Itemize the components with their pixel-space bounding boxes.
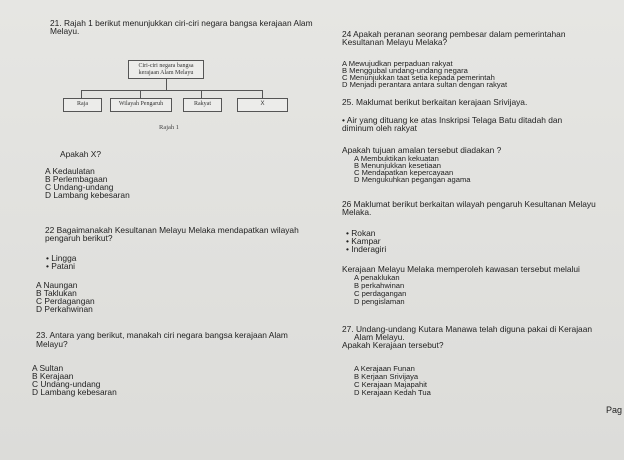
q22-stem-line2: pengaruh berikut? [45, 233, 113, 243]
q22-stem-line1: 22 Bagaimanakah Kesultanan Melayu Melaka mendapatkan wilayah [45, 225, 299, 235]
q23-stem-line2: Melayu? [36, 339, 68, 349]
q24-option-a[interactable]: A Mewujudkan perpaduan rakyat [342, 59, 453, 68]
q27-option-a[interactable]: A Kerajaan Funan [354, 364, 415, 373]
q21-option-b[interactable]: B Perlembagaan [45, 174, 108, 184]
q27-option-d[interactable]: D Kerajaan Kedah Tua [354, 388, 431, 397]
q27-stem-line2: Alam Melayu. [354, 332, 405, 342]
diagram-box-rakyat: Rakyat [183, 98, 222, 112]
q23-option-d[interactable]: D Lambang kebesaran [32, 387, 117, 397]
q26-bullet-3: • Inderagiri [346, 244, 387, 254]
q26-stem-line1: 26 Maklumat berikut berkaitan wilayah pengaruh Kesultanan Melayu [342, 199, 596, 209]
q23-option-a[interactable]: A Sultan [32, 363, 64, 373]
q24-option-b[interactable]: B Menggubal undang-undang negara [342, 66, 468, 75]
q24-stem-line2: Kesultanan Melayu Melaka? [342, 37, 448, 47]
q25-stem: 25. Maklumat berikut berkaitan kerajaan Srivijaya. [342, 97, 528, 107]
q25-option-d[interactable]: D Mengukuhkan pegangan agama [354, 175, 471, 184]
q21-option-a[interactable]: A Kedaulatan [45, 166, 95, 176]
q24-option-d[interactable]: D Menjadi perantara antara sultan dengan rakyat [342, 80, 508, 89]
q23-option-c[interactable]: C Undang-undang [32, 379, 101, 389]
q24-stem-line1: 24 Apakah peranan seorang pembesar dalam pemerintahan [342, 29, 566, 39]
q22-option-d[interactable]: D Perkahwinan [36, 304, 93, 314]
q27-question: Apakah Kerajaan tersebut? [342, 340, 444, 350]
diagram-box-raja: Raja [63, 98, 102, 112]
q26-option-a[interactable]: A penaklukan [354, 273, 400, 282]
q25-option-a[interactable]: A Membuktikan kekuatan [354, 154, 439, 163]
q21-stem-line1: 21. Rajah 1 berikut menunjukkan ciri-ciri negara bangsa kerajaan Alam [50, 18, 313, 28]
q26-question: Kerajaan Melayu Melaka memperoleh kawasan tersebut melalui [342, 264, 580, 274]
diagram-top-box-line1: Ciri-ciri negara bangsa [138, 63, 194, 69]
q25-question: Apakah tujuan amalan tersebut diadakan ? [342, 145, 502, 155]
q26-bullet-2: • Kampar [346, 236, 381, 246]
q22-bullet-1: • Lingga [46, 253, 77, 263]
q21-option-d[interactable]: D Lambang kebesaran [45, 190, 130, 200]
q22-option-b[interactable]: B Taklukan [36, 288, 77, 298]
q26-option-c[interactable]: C perdagangan [354, 289, 407, 298]
q25-bullet-line2: diminum oleh rakyat [342, 123, 417, 133]
q22-option-c[interactable]: C Perdagangan [36, 296, 95, 306]
q21-question: Apakah X? [60, 149, 101, 159]
q26-option-b[interactable]: B perkahwinan [354, 281, 405, 290]
page-label: Pag [606, 405, 623, 415]
q23-stem-line1: 23. Antara yang berikut, manakah ciri negara bangsa kerajaan Alam [36, 330, 288, 340]
q22-bullet-2: • Patani [46, 261, 76, 271]
q21-stem-line2: Melayu. [50, 26, 80, 36]
diagram-top-box-line2: kerajaan Alam Melayu [138, 70, 194, 76]
diagram-caption: Rajah 1 [159, 124, 180, 131]
diagram-box-x: X [237, 98, 288, 112]
q26-bullet-1: • Rokan [346, 228, 376, 238]
q22-option-a[interactable]: A Naungan [36, 280, 78, 290]
q25-option-c[interactable]: C Mendapatkan kepercayaan [354, 168, 454, 177]
q27-option-b[interactable]: B Kerjaan Srivijaya [354, 372, 419, 381]
q23-option-b[interactable]: B Kerajaan [32, 371, 74, 381]
q25-bullet-line1: • Air yang dituang ke atas Inskripsi Telaga Batu ditadah dan [342, 115, 563, 125]
diagram-top-box [128, 60, 204, 79]
q27-option-c[interactable]: C Kerajaan Majapahit [354, 380, 428, 389]
q27-stem-line1: 27. Undang-undang Kutara Manawa telah diguna pakai di Kerajaan [342, 324, 593, 334]
q25-option-b[interactable]: B Menunjukkan kesetiaan [354, 161, 441, 170]
q21-option-c[interactable]: C Undang-undang [45, 182, 114, 192]
q26-option-d[interactable]: D pengislaman [354, 297, 405, 306]
diagram-box-wilayah: Wilayah Pengaruh [110, 98, 172, 112]
q26-stem-line2: Melaka. [342, 207, 372, 217]
q24-option-c[interactable]: C Menunjukkan taat setia kepada pemerintah [342, 73, 495, 82]
